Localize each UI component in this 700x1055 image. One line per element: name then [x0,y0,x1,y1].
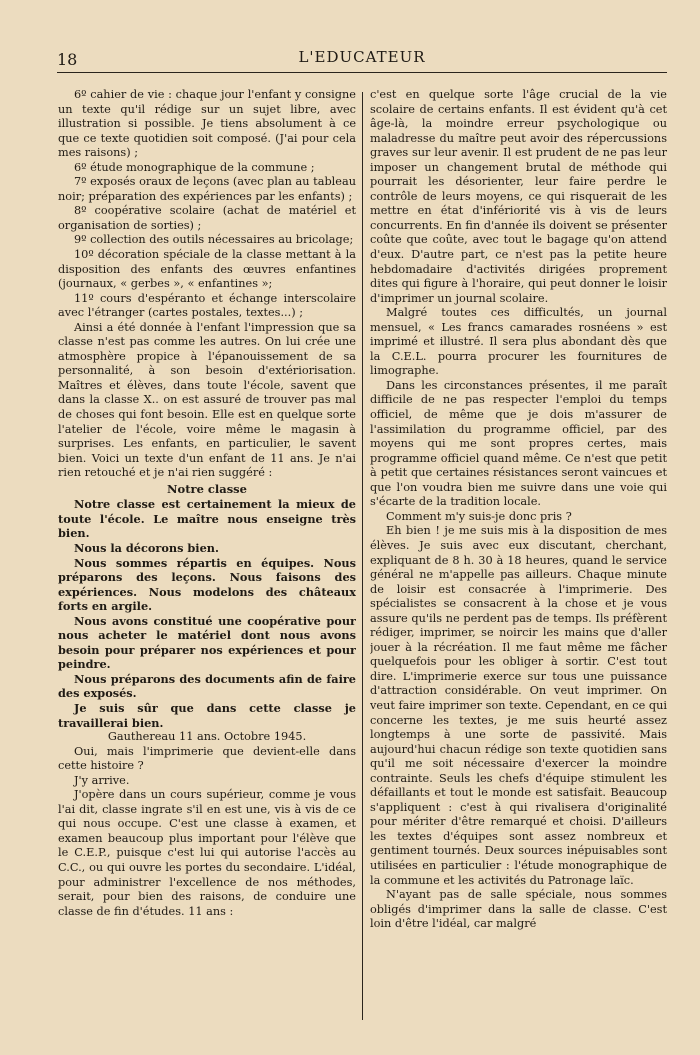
quoted-text-title: Notre classe [167,481,247,496]
quoted-text-signature: Gauthereau 11 ans. Octobre 1945. [107,730,307,744]
quoted-paragraph: Nous la décorons bien. [74,540,219,555]
column-divider [362,92,363,1020]
paragraph: 8º coopérative scolaire (achat de matériel et organisation de sorties) ; [58,204,356,232]
paragraph: J'y arrive. [74,773,130,787]
header-rule [57,72,667,73]
paragraph: c'est en quelque sorte l'âge crucial de la vie scolaire de certains enfants. Il est évident qu'à cet âge-là, la moindre erreur psychologique ou maladresse du maître peut avoir des répercussions graves sur leur avenir. Il est prudent de ne pas leur imposer un changement brutal de méthode qui pourrait les désorienter, leur faire perdre le contrôle de leurs moyens, ce qui risquerait de les mettre en état d'infériorité vis à vis de leurs concurrents. En fin d'année ils doivent se présenter coûte que coûte, avec tout le bagage qu'on attend d'eux. D'autre part, ce n'est pas la petite heure hebdomadaire d'activités dirigées proprement dites qui figure à l'horaire, qui peut donner le loisir d'imprimer un journal scolaire. [370,88,667,305]
paragraph: 9º collection des outils nécessaires au bricolage; [74,233,354,247]
paragraph: Eh bien ! je me suis mis à la disposition de mes élèves. Je suis avec eux discutant, cherchant, expliquant de 8 h. 30 à 18 heures, quand le service général ne m'appelle pas ailleurs. Chaque minute de loisir est consacrée à l'imprimerie. Des spécialistes se consacrent à la chose et je vous assure qu'ils ne perdent pas de temps. Ils préfèrent rédiger, imprimer, se noircir les mains que d'aller jouer à la récréation. Il me faut même me fâcher quelquefois pour les obliger à sortir. C'est tout dire. L'imprimerie exerce sur tous une puissance d'attraction considérable. On veut imprimer. On veut faire imprimer son texte. Cependant, en ce qui concerne les textes, je me suis heurté assez longtemps à une sorte de passivité. Mais aujourd'hui chacun rédige son texte quotidien sans qu'il me soit nécessaire d'exercer la moindre contrainte. Seuls les chefs d'équipe stimulent les défaillants et tout le monde est satisfait. Beaucoup s'appliquent : c'est à qui rivalisera d'originalité pour mériter d'être remarqué et choisi. D'ailleurs les textes d'équipes sont assez nombreux et gentiment tournés. Deux sources inépuisables sont utilisées en particulier : l'étude monographique de la commune et les activités du Patronage laïc. [370,524,667,887]
left-column [58,88,356,1023]
paragraph: 6º étude monographique de la commune ; [74,160,315,174]
paragraph: Oui, mais l'imprimerie que devient-elle dans cette histoire ? [58,744,356,773]
paragraph: 10º décoration spéciale de la classe mettant à la disposition des enfants des œuvres enfantines (journaux, « gerbes », « enfantines »; [58,248,356,291]
quoted-paragraph: Je suis sûr que dans cette classe je travaillerai bien. [58,700,356,730]
paragraph: 11º cours d'espéranto et échange interscolaire avec l'étranger (cartes postales, textes...) ; [58,291,356,320]
paragraph: 6º cahier de vie : chaque jour l'enfant y consigne un texte qu'il rédige sur un sujet libre, avec illustration si possible. Je tiens absolument à ce que ce texte quotidien soit composé. (J'ai pour cela mes raisons) ; [58,88,356,160]
quoted-paragraph: Nous préparons des documents afin de faire des exposés. [58,671,356,701]
paragraph: 7º exposés oraux de leçons (avec plan au tableau noir; préparation des expériences par les enfants) ; [58,175,356,203]
paragraph: J'opère dans un cours supérieur, comme je vous l'ai dit, classe ingrate s'il en est une, vis à vis de ce qui nous occupe. C'est une classe à examen, et examen beaucoup plus important pour l'élève que le C.E.P., puisque c'est lui qui autorise l'accès au C.C., ou qui ouvre les portes du secondaire. L'idéal, pour administrer l'excellence de nos méthodes, serait, pour bien des raisons, de conduire une classe de fin d'études. 11 ans : [58,788,356,918]
quoted-paragraph: Nous sommes répartis en équipes. Nous préparons des leçons. Nous faisons des expériences. Nous modelons des châteaux forts en argile. [58,555,356,614]
paragraph: Dans les circonstances présentes, il me paraît difficile de ne pas respecter l'emploi du temps officiel, de même que je dois m'assurer de l'assimilation du programme officiel, par des moyens qui me sont propres certes, mais programme officiel quand même. Ce n'est que petit à petit que certaines résistances seront vaincues et que l'on voudra bien me suivre dans une voie qui s'écarte de la tradition locale. [370,378,667,509]
paragraph: Comment m'y suis-je donc pris ? [386,509,572,523]
paragraph: N'ayant pas de salle spéciale, nous sommes obligés d'imprimer dans la salle de classe. C'est loin d'être l'idéal, car malgré [370,888,667,931]
page-header [57,48,667,70]
right-column [370,88,667,1023]
quoted-paragraph: Nous avons constitué une coopérative pour nous acheter le matériel dont nous avons besoin pour préparer nos expériences et pour peindre. [58,613,356,672]
page-number: 18 [57,50,78,69]
journal-title: L'EDUCATEUR [298,48,426,66]
paragraph: Malgré toutes ces difficultés, un journal mensuel, « Les francs camarades rosnéens » est imprimé et illustré. Il sera plus abondant dès que la C.E.L. pourra procurer les fournitures de limographe. [370,306,667,378]
quoted-paragraph: Notre classe est certainement la mieux de toute l'école. Le maître nous enseigne très bien. [58,497,356,541]
paragraph: Ainsi a été donnée à l'enfant l'impression que sa classe n'est pas comme les autres. On lui crée une atmosphère propice à l'épanouissement de sa personnalité, à son besoin d'extériorisation. Maîtres et élèves, dans toute l'école, savent que dans la classe X.. on est assuré de trouver pas mal de choses qui font besoin. Elle est en quelque sorte l'atelier de l'école, voire même le magasin à surprises. Les enfants, en particulier, le savent bien. Voici un texte d'un enfant de 11 ans. Je n'ai rien retouché et je n'ai rien suggéré : [58,320,356,480]
